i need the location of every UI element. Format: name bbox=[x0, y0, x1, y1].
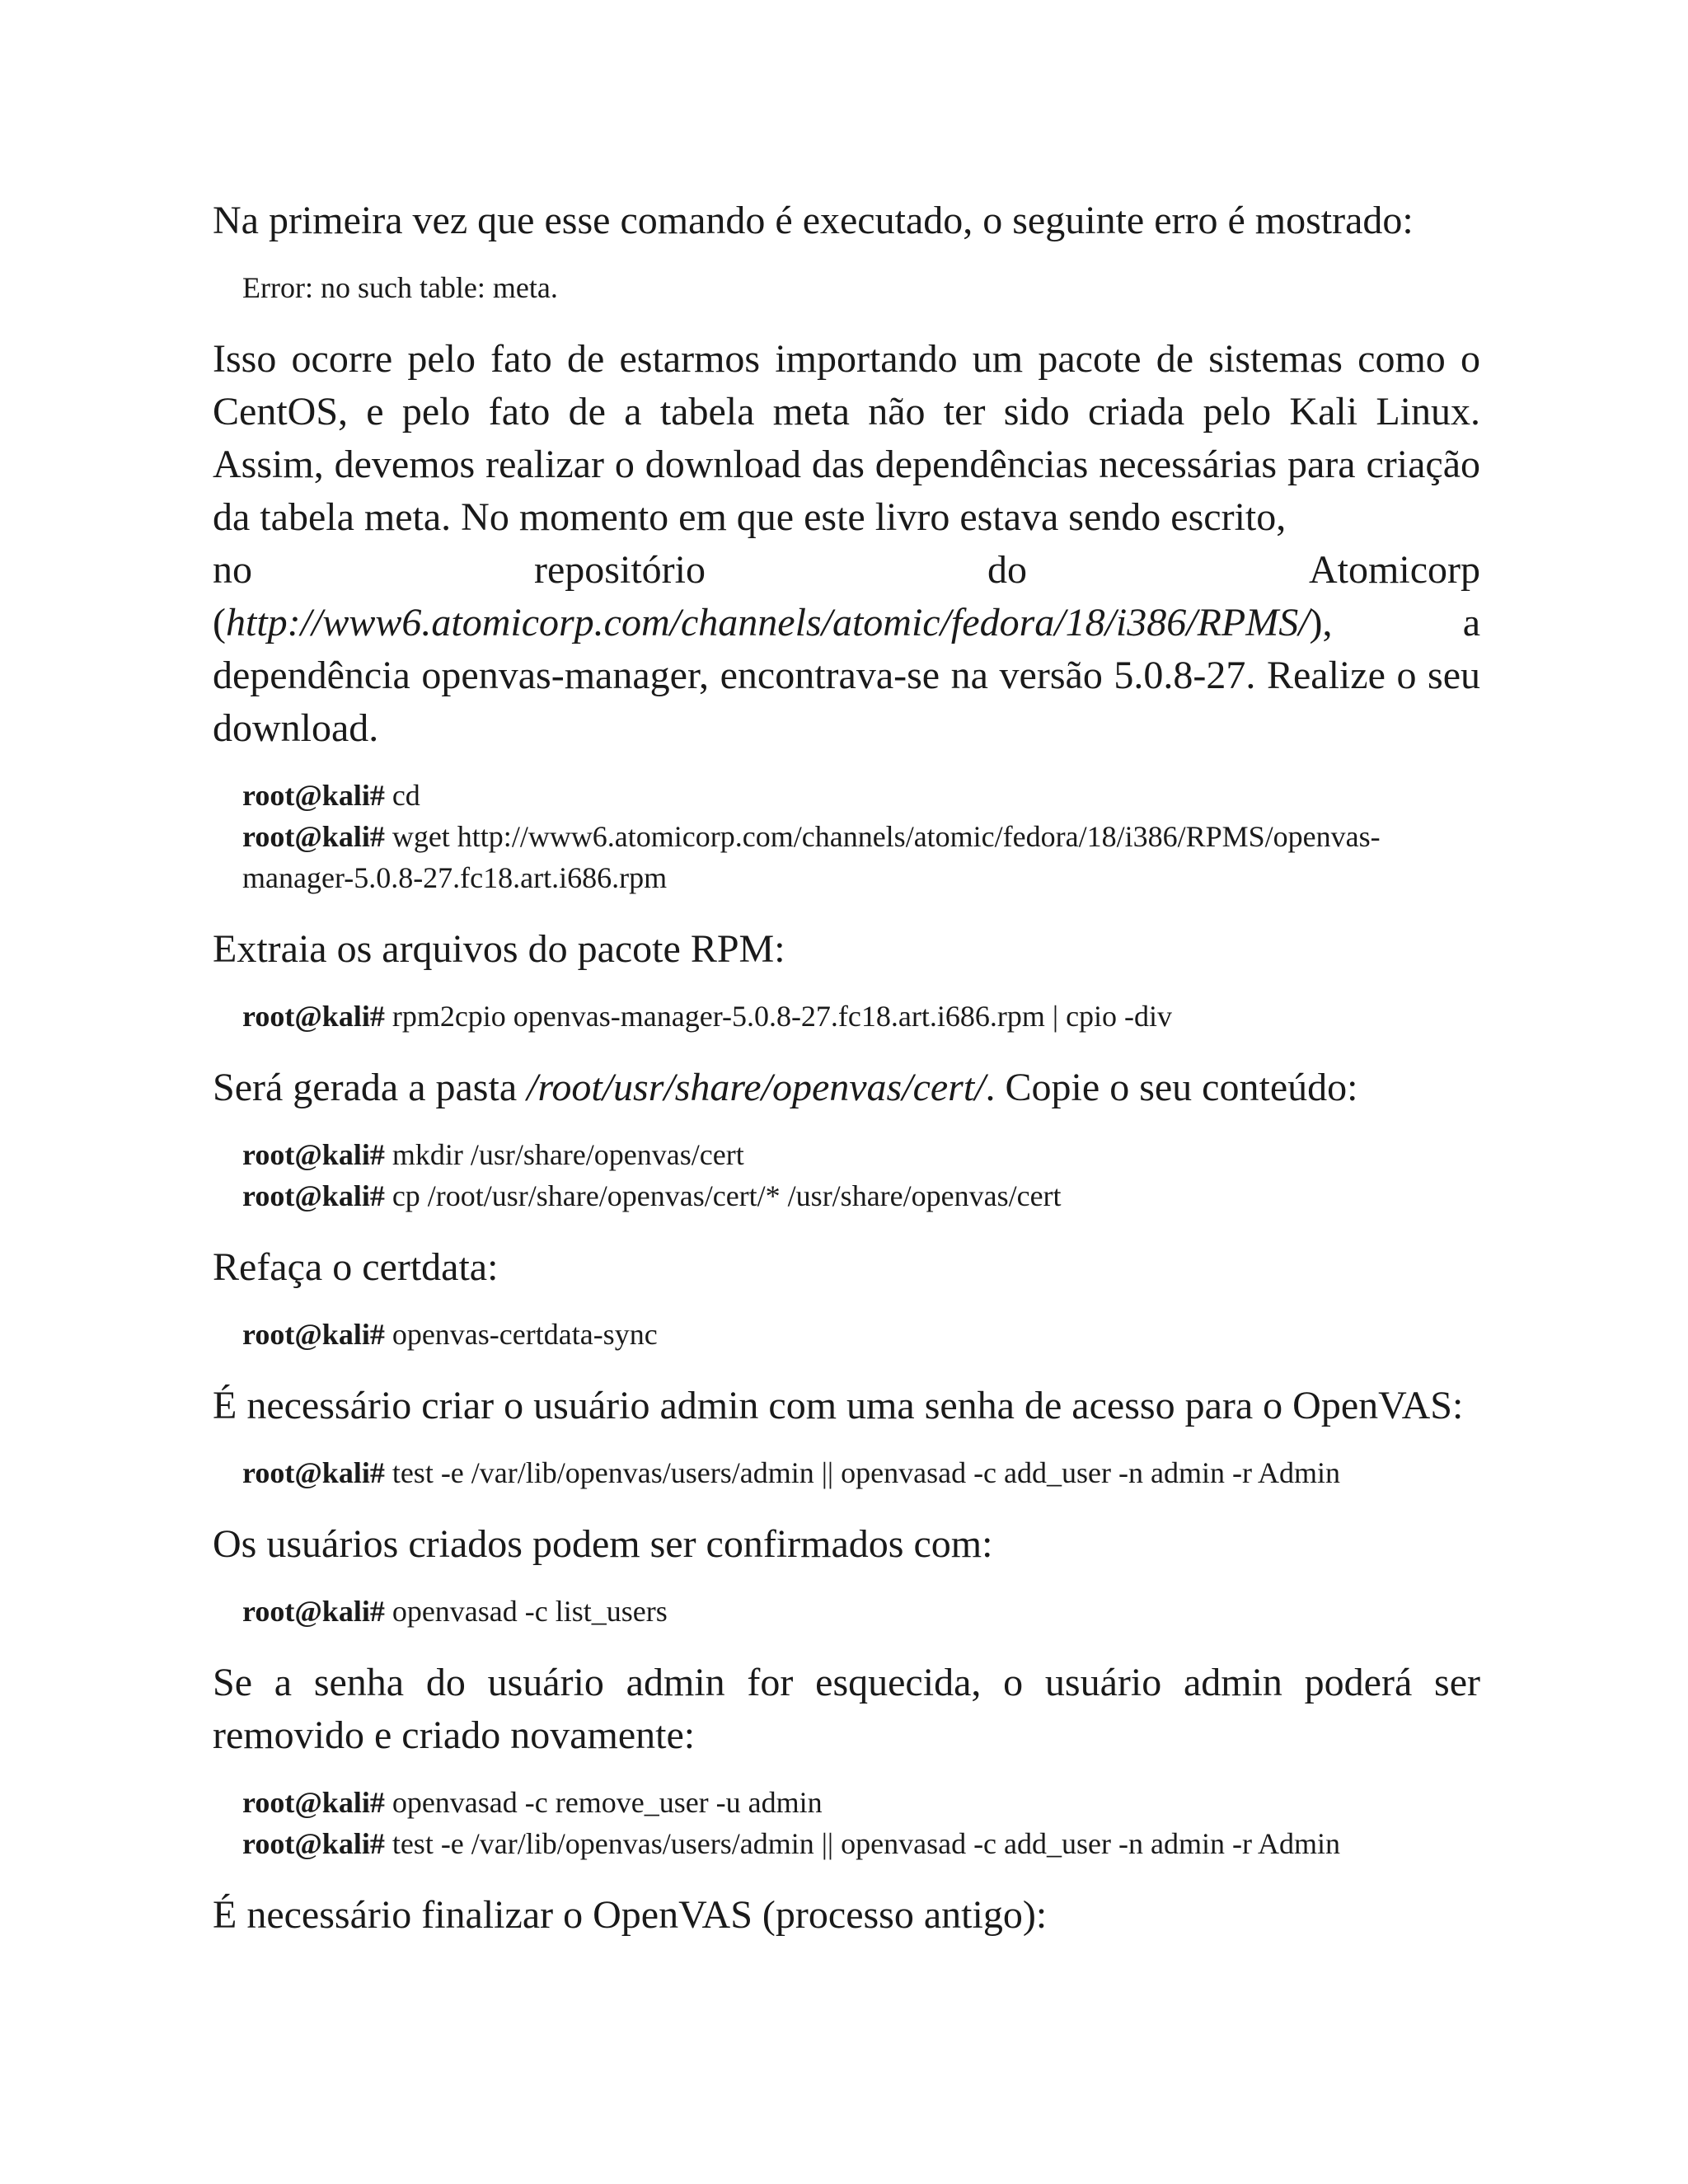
shell-prompt: root@kali# bbox=[242, 1000, 385, 1033]
command-text: cd bbox=[392, 779, 420, 812]
code-line-certdata-sync bbox=[242, 1314, 1480, 1355]
explanation-paragraph bbox=[213, 333, 1480, 755]
command-text: rpm2cpio openvas-manager-5.0.8-27.fc18.art.i686.rpm | cpio -div bbox=[392, 1000, 1173, 1033]
forgot-paragraph: Se a senha do usuário admin for esquecida, o usuário admin poderá ser removido e criado novamente: bbox=[213, 1661, 1480, 1757]
shell-prompt: root@kali# bbox=[242, 1827, 385, 1860]
atomicorp-url-link[interactable]: http://www6.atomicorp.com/channels/atomic/fedora/18/i386/RPMS/ bbox=[225, 601, 1310, 644]
finalize-paragraph: É necessário finalizar o OpenVAS (processo antigo): bbox=[213, 1893, 1048, 1937]
shell-prompt: root@kali# bbox=[242, 1595, 385, 1628]
code-block-certdata bbox=[242, 1314, 1480, 1355]
admin-create-paragraph: É necessário criar o usuário admin com uma senha de acesso para o OpenVAS: bbox=[213, 1384, 1464, 1427]
command-text: test -e /var/lib/openvas/users/admin || openvasad -c add_user -n admin -r Admin bbox=[392, 1456, 1340, 1489]
folder-text-after: . Copie o seu conteúdo: bbox=[985, 1066, 1358, 1109]
error-output-line: Error: no such table: meta. bbox=[242, 271, 558, 304]
code-block-forgot bbox=[242, 1782, 1480, 1864]
certdata-paragraph: Refaça o certdata: bbox=[213, 1245, 499, 1289]
code-line-cp bbox=[242, 1175, 1480, 1216]
word-repositorio: repositório bbox=[534, 548, 706, 592]
url-after-word: a bbox=[1462, 601, 1480, 644]
code-line-add-user bbox=[242, 1452, 1480, 1493]
url-open-paren: ( bbox=[213, 601, 226, 644]
command-text: openvasad -c remove_user -u admin bbox=[392, 1786, 823, 1819]
shell-prompt: root@kali# bbox=[242, 1138, 385, 1171]
shell-prompt: root@kali# bbox=[242, 779, 385, 812]
folder-path: /root/usr/share/openvas/cert/ bbox=[527, 1066, 986, 1109]
code-block-admin-create bbox=[242, 1452, 1480, 1493]
shell-prompt: root@kali# bbox=[242, 1456, 385, 1489]
error-output-block bbox=[242, 267, 1480, 308]
url-close-paren: ), bbox=[1309, 601, 1333, 644]
document-page bbox=[213, 194, 1480, 1942]
explanation-part2: dependência openvas-manager, encontrava-se na versão 5.0.8-27. Realize o seu download. bbox=[213, 654, 1480, 750]
explanation-part1: Isso ocorre pelo fato de estarmos importando um pacote de sistemas como o CentOS, e pelo fato de a tabela meta não ter sido criada pelo Kali Linux. Assim, devemos realizar o download das dependências necessárias para criação da tabela meta. No momento em que este livro estava sendo escrito, bbox=[213, 337, 1480, 539]
shell-prompt: root@kali# bbox=[242, 820, 385, 853]
command-text: test -e /var/lib/openvas/users/admin || openvasad -c add_user -n admin -r Admin bbox=[392, 1827, 1340, 1860]
command-text: openvas-certdata-sync bbox=[392, 1318, 658, 1351]
command-text: wget http://www6.atomicorp.com/channels/atomic/fedora/18/i386/RPMS/openvas-manager-5.0.8-27.fc18.art.i686.rpm bbox=[242, 820, 1381, 894]
shell-prompt: root@kali# bbox=[242, 1179, 385, 1212]
url-line bbox=[213, 597, 1480, 649]
shell-prompt: root@kali# bbox=[242, 1318, 385, 1351]
code-line-cd bbox=[242, 775, 1480, 816]
url-group bbox=[213, 597, 1333, 649]
code-block-extract bbox=[242, 996, 1480, 1037]
extract-paragraph: Extraia os arquivos do pacote RPM: bbox=[213, 927, 785, 971]
code-line-remove-user bbox=[242, 1782, 1480, 1823]
code-line-rpm2cpio bbox=[242, 996, 1480, 1037]
explanation-justified-line bbox=[213, 544, 1480, 597]
word-do: do bbox=[987, 548, 1027, 592]
code-block-copy bbox=[242, 1134, 1480, 1216]
command-text: mkdir /usr/share/openvas/cert bbox=[392, 1138, 744, 1171]
code-block-confirm bbox=[242, 1591, 1480, 1632]
code-line-mkdir bbox=[242, 1134, 1480, 1175]
folder-paragraph bbox=[213, 1062, 1480, 1114]
command-text: cp /root/usr/share/openvas/cert/* /usr/share/openvas/cert bbox=[392, 1179, 1062, 1212]
command-text: openvasad -c list_users bbox=[392, 1595, 668, 1628]
folder-text-before: Será gerada a pasta bbox=[213, 1066, 528, 1109]
word-no: no bbox=[213, 548, 252, 592]
shell-prompt: root@kali# bbox=[242, 1786, 385, 1819]
code-line-re-add-user bbox=[242, 1823, 1480, 1864]
word-atomicorp: Atomicorp bbox=[1309, 548, 1480, 592]
confirm-paragraph: Os usuários criados podem ser confirmados com: bbox=[213, 1522, 993, 1566]
code-line-list-users bbox=[242, 1591, 1480, 1632]
code-block-download bbox=[242, 775, 1480, 898]
code-line-wget bbox=[242, 816, 1480, 898]
intro-paragraph: Na primeira vez que esse comando é executado, o seguinte erro é mostrado: bbox=[213, 199, 1414, 242]
